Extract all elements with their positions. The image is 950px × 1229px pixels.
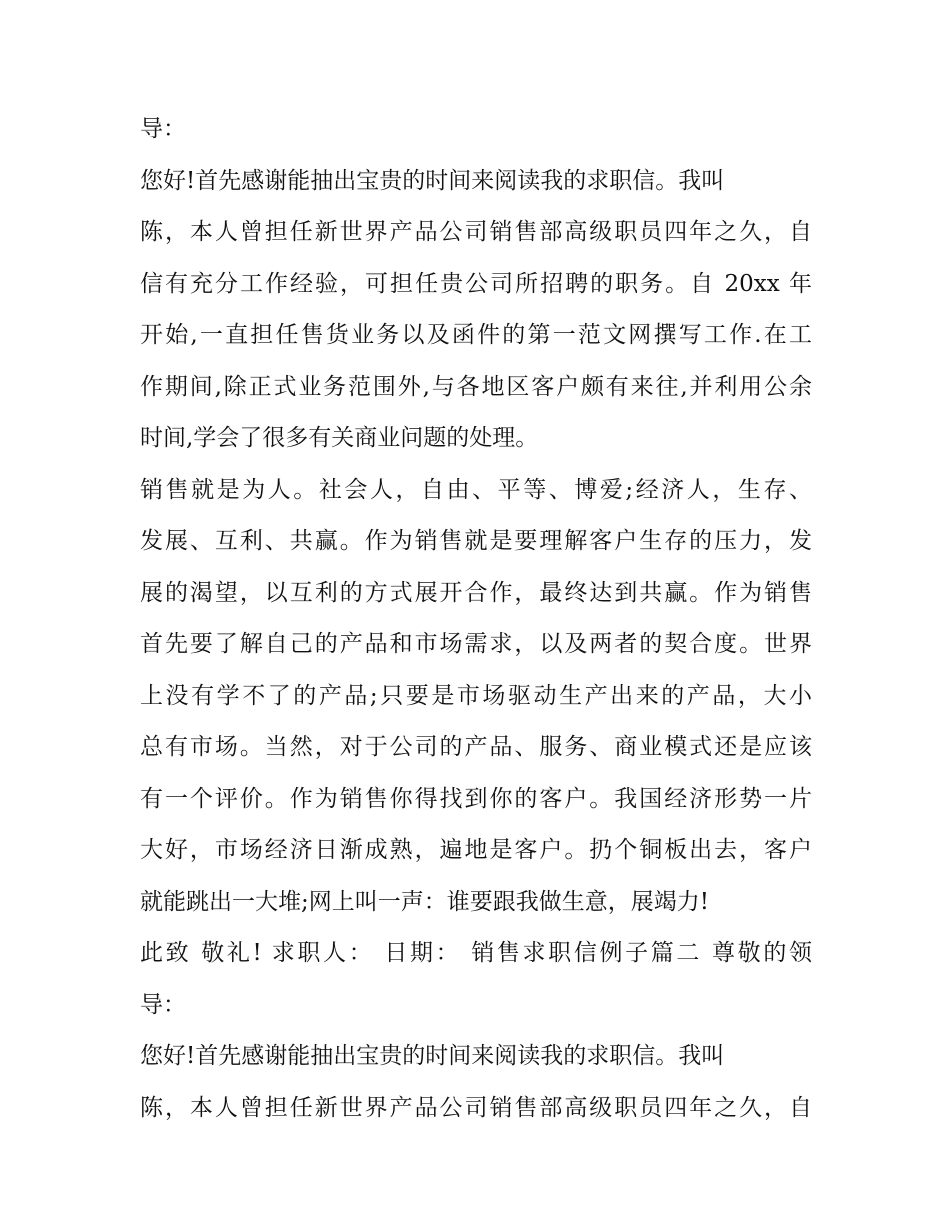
text-line: 作期间,除正式业务范围外,与各地区客户颇有来往,并利用公余: [140, 373, 812, 400]
text-line: 导：: [140, 991, 186, 1018]
text-line: 您好!首先感谢能抽出宝贵的时间来阅读我的求职信。我叫: [140, 167, 725, 194]
text-line: 您好!首先感谢能抽出宝贵的时间来阅读我的求职信。我叫: [140, 1043, 725, 1069]
text-line: 就能跳出一大堆;网上叫一声：谁要跟我做生意，展竭力!: [140, 888, 709, 915]
text-line: 总有市场。当然，对于公司的产品、服务、商业模式还是应该: [140, 734, 812, 760]
text-line: 展的渴望，以互利的方式展开合作，最终达到共赢。作为销售: [140, 579, 812, 606]
text-line: 开始,一直担任售货业务以及函件的第一范文网撰写工作.在工: [140, 322, 812, 348]
text-line: 陈，本人曾担任新世界产品公司销售部高级职员四年之久，自: [140, 219, 812, 245]
text-line: 有一个评价。作为销售你得找到你的客户。我国经济形势一片: [140, 785, 812, 812]
body-text: [140, 104, 812, 1134]
text-line: 大好，市场经济日渐成熟，遍地是客户。扔个铜板出去，客户: [140, 837, 812, 863]
text-line: 销售就是为人。社会人，自由、平等、博爱;经济人，生存、: [140, 476, 812, 503]
text-line: 陈，本人曾担任新世界产品公司销售部高级职员四年之久，自: [140, 1094, 812, 1121]
text-line: 导：: [140, 116, 186, 142]
text-line: 时间,学会了很多有关商业问题的处理。: [140, 425, 539, 451]
text-line: 此致 敬礼! 求职人： 日期： 销售求职信例子篇二 尊敬的领: [140, 940, 812, 966]
text-line: 首先要了解自己的产品和市场需求，以及两者的契合度。世界: [140, 631, 812, 657]
text-line: 信有充分工作经验，可担任贵公司所招聘的职务。自 20xx 年: [140, 270, 812, 297]
text-line: 发展、互利、共赢。作为销售就是要理解客户生存的压力，发: [140, 528, 812, 554]
text-line: 上没有学不了的产品;只要是市场驱动生产出来的产品，大小: [140, 682, 812, 709]
